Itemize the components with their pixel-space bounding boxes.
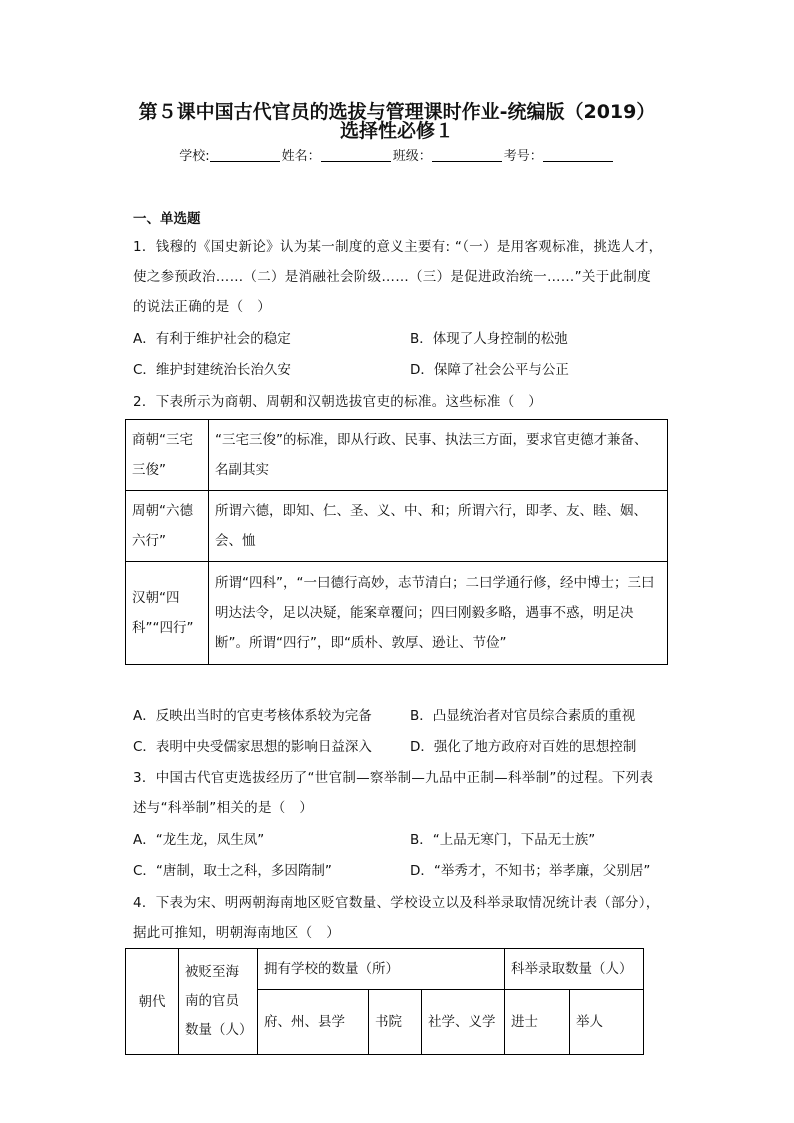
q2-option-a[interactable]: A．反映出当时的官吏考核体系较为完备 [133, 708, 372, 724]
q3-line-1: 3．中国古代官吏选拔经历了“世官制—察举制—九品中正制—科举制”的过程。下列表 [133, 770, 654, 786]
dynasty-line: 科”“四行” [132, 620, 194, 636]
header-juren: 举人 [570, 990, 644, 1055]
header-prefecture-schools: 府、州、县学 [258, 990, 369, 1055]
standard-cell [209, 562, 668, 665]
standard-cell [209, 491, 668, 562]
dynasty-line: 汉朝“四 [132, 590, 180, 606]
q4-line-2: 据此可推知，明朝海南地区（ ） [133, 925, 340, 941]
name-blank[interactable] [321, 149, 391, 162]
q3-option-a[interactable]: A．“龙生龙，凤生凤” [133, 832, 265, 848]
header-academies: 书院 [369, 990, 422, 1055]
dynasty-line: 周朝“六德 [132, 503, 193, 519]
header-schools: 拥有学校的数量（所） [258, 949, 505, 990]
q1-line-3: 的说法正确的是（ ） [133, 299, 271, 315]
standard-cell [209, 420, 668, 491]
header-line: 被贬至海 [185, 964, 239, 980]
q3-option-c[interactable]: C．“唐制，取士之科，多因隋制” [133, 863, 332, 879]
q1-option-d[interactable]: D．保障了社会公平与公正 [410, 362, 569, 378]
dynasty-cell [126, 562, 209, 665]
exam-no-blank[interactable] [543, 149, 613, 162]
header-jinshi: 进士 [505, 990, 570, 1055]
dynasty-cell [126, 420, 209, 491]
standard-line: 明达法令，足以决疑，能案章覆问；四曰刚毅多略，遇事不惑，明足决 [215, 605, 634, 621]
class-blank[interactable] [432, 149, 502, 162]
document-title-line1: 第５课中国古代官员的选拔与管理课时作业-统编版（2019） [138, 101, 656, 123]
student-info-line [0, 145, 794, 164]
table-row [126, 491, 668, 562]
q1-line-2: 使之参预政治……（二）是消融社会阶级……（三）是促进政治统一……”关于此制度 [133, 269, 651, 285]
q1-line-1: 1．钱穆的《国史新论》认为某一制度的意义主要有: “（一）是用客观标准，挑选人才， [133, 239, 663, 255]
header-community-schools: 社学、义学 [422, 990, 505, 1055]
q2-standards-table [125, 419, 668, 665]
header-exam: 科举录取数量（人） [505, 949, 644, 990]
q3-line-2: 述与“科举制”相关的是（ ） [133, 800, 314, 816]
q2-stem: 2．下表所示为商朝、周朝和汉朝选拔官吏的标准。这些标准（ ） [133, 394, 543, 410]
standard-line: 会、恤 [215, 533, 256, 549]
header-line: 南的官员 [185, 993, 239, 1009]
table-row [126, 420, 668, 491]
q1-option-b[interactable]: B．体现了人身控制的松弛 [410, 331, 568, 347]
header-dynasty: 朝代 [126, 949, 179, 1055]
dynasty-line: 商朝“三宅 [132, 432, 193, 448]
header-exiled-officials [179, 949, 258, 1055]
q2-option-b[interactable]: B．凸显统治者对官员综合素质的重视 [410, 708, 636, 724]
q1-option-a[interactable]: A．有利于维护社会的稳定 [133, 331, 291, 347]
q2-option-d[interactable]: D．强化了地方政府对百姓的思想控制 [410, 739, 637, 755]
q4-line-1: 4．下表为宋、明两朝海南地区贬官数量、学校设立以及科举录取情况统计表（部分）， [133, 895, 660, 911]
school-blank[interactable] [210, 149, 280, 162]
standard-line: 所谓“四科”，“一曰德行高妙，志节清白；二曰学通行修，经中博士；三曰 [215, 575, 655, 591]
q4-statistics-table [125, 948, 644, 1055]
exam-no-label: 考号： [503, 149, 543, 164]
q3-option-b[interactable]: B．“上品无寒门，下品无士族” [410, 832, 596, 848]
table-row [126, 949, 644, 990]
name-label: 姓名： [281, 149, 321, 164]
dynasty-line: 六行” [132, 533, 166, 549]
document-title-line2: 选择性必修１ [339, 120, 454, 142]
section-heading: 一、单选题 [133, 211, 201, 227]
standard-line: 断”。所谓“四行”，即“质朴、敦厚、逊让、节俭” [215, 635, 507, 651]
school-label: 学校: [179, 149, 210, 164]
class-label: 班级： [392, 149, 432, 164]
standard-line: “三宅三俊”的标准，即从行政、民事、执法三方面，要求官吏德才兼备、 [215, 432, 648, 448]
q1-option-c[interactable]: C．维护封建统治长治久安 [133, 362, 291, 378]
dynasty-cell [126, 491, 209, 562]
header-line: 数量（人） [185, 1022, 253, 1038]
standard-line: 名副其实 [215, 462, 269, 478]
table-row [126, 562, 668, 665]
dynasty-line: 三俊” [132, 462, 166, 478]
standard-line: 所谓六德，即知、仁、圣、义、中、和；所谓六行，即孝、友、睦、姻、 [215, 503, 647, 519]
q2-option-c[interactable]: C．表明中央受儒家思想的影响日益深入 [133, 739, 372, 755]
q3-option-d[interactable]: D．“举秀才，不知书；举孝廉，父别居” [410, 863, 651, 879]
